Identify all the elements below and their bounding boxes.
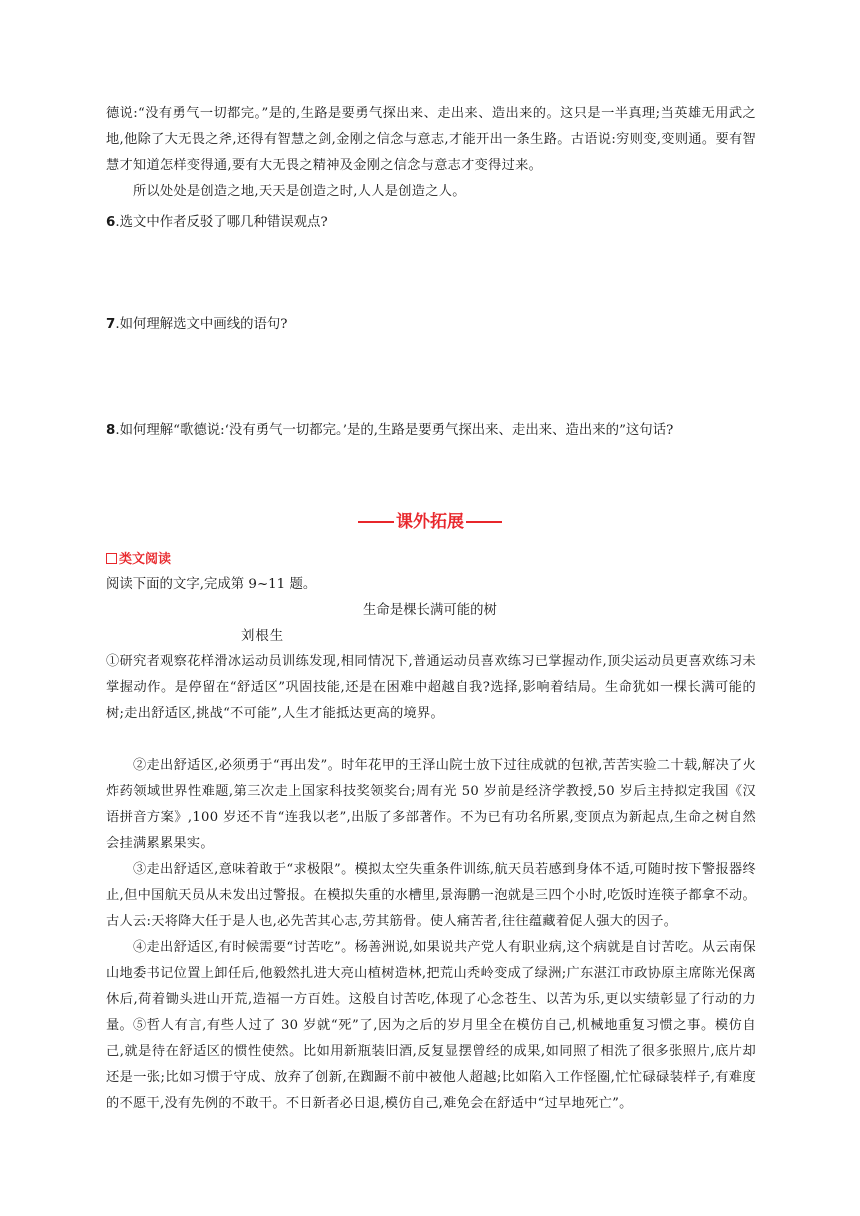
- question-number: 6: [106, 215, 116, 230]
- question-7: [106, 315, 756, 335]
- article-author: 刘根生: [241, 629, 285, 644]
- question-6: [106, 213, 756, 233]
- section-heading: [0, 510, 860, 534]
- question-8: [106, 421, 756, 441]
- question-number: 8: [106, 423, 116, 438]
- reading-instruction: 阅读下面的文字,完成第 9~11 题。: [106, 577, 317, 592]
- section-title: 课外拓展: [396, 512, 464, 532]
- checkbox-square-icon: [106, 553, 117, 564]
- article-paragraph-3: ③走出舒适区,意味着敢于“求极限”。模拟太空失重条件训练,航天员若感到身体不适,可随时按下警报器终止,但中国航天员从未发出过警报。在模拟失重的水槽里,景海鹏一泡就是三四个小时,吃饭时连筷子都拿不动。古人云:天将降大任于是人也,必先苦其心志,劳其筋骨。使人痛苦者,往往蕴藏着促人强大的因子。: [106, 862, 756, 929]
- category-tag: [106, 550, 171, 570]
- article-title: 生命是棵长满可能的树: [363, 603, 497, 618]
- question-text: .如何理解选文中画线的语句?: [115, 317, 288, 332]
- question-number: 7: [106, 317, 116, 332]
- question-text: .如何理解“歌德说:‘没有勇气一切都完。’是的,生路是要勇气探出来、走出来、造出来的”这句话?: [115, 423, 674, 438]
- article-paragraph-2: ②走出舒适区,必须勇于“再出发”。时年花甲的王泽山院士放下过往成就的包袱,苦苦实验二十载,解决了火炸药领域世界性难题,第三次走上国家科技奖领奖台;周有光 50 岁前是经济学教授,50 岁后主持拟定我国《汉语拼音方案》,100 岁还不肯“连我以老”,出版了多部著作。不为已有功名所累,变顶点为新起点,生命之树自然会挂满累累果实。: [106, 758, 756, 851]
- article-paragraph-4: ④走出舒适区,有时候需要“讨苦吃”。杨善洲说,如果说共产党人有职业病,这个病就是自讨苦吃。从云南保山地委书记位置上卸任后,他毅然扎进大亮山植树造林,把荒山秃岭变成了绿洲;广东湛江市政协原主席陈光保离休后,荷着锄头进山开荒,造福一方百姓。这般自讨苦吃,体现了心念苍生、以苦为乐,更以实绩彰显了行动的力量。: [106, 940, 756, 1033]
- category-label: 类文阅读: [119, 552, 172, 567]
- article-paragraph-1: ①研究者观察花样滑冰运动员训练发现,相同情况下,普通运动员喜欢练习已掌握动作,顶尖运动员更喜欢练习未掌握动作。是停留在“舒适区”巩固技能,还是在困难中超越自我?选择,影响着结局。生命犹如一棵长满可能的树;走出舒适区,挑战“不可能”,人生才能抵达更高的境界。: [106, 654, 756, 721]
- passage-paragraph-2: 所以处处是创造之地,天天是创造之时,人人是创造之人。: [133, 184, 466, 199]
- question-text: .选文中作者反驳了哪几种错误观点?: [115, 215, 328, 230]
- heading-right-rule: [466, 521, 502, 523]
- passage-paragraph-1: 德说:“没有勇气一切都完。”是的,生路是要勇气探出来、走出来、造出来的。这只是一半真理;当英雄无用武之地,他除了大无畏之斧,还得有智慧之剑,金刚之信念与意志,才能开出一条生路。古语说:穷则变,变则通。要有智慧才知道怎样变得通,要有大无畏之精神及金刚之信念与意志才变得过来。: [106, 106, 756, 173]
- heading-left-rule: [358, 521, 394, 523]
- article-paragraph-5: ⑤哲人有言,有些人过了 30 岁就“死”了,因为之后的岁月里全在模仿自己,机械地重复习惯之事。模仿自己,就是待在舒适区的惯性使然。比如用新瓶装旧酒,反复显摆曾经的成果,如同照了相洗了很多张照片,底片却还是一张;比如习惯于守成、放弃了创新,在踟蹰不前中被他人超越;比如陷入工作怪圈,忙忙碌碌装样子,有难度的不愿干,没有先例的不敢干。不日新者必日退,模仿自己,难免会在舒适中“过早地死亡”。: [106, 1018, 756, 1111]
